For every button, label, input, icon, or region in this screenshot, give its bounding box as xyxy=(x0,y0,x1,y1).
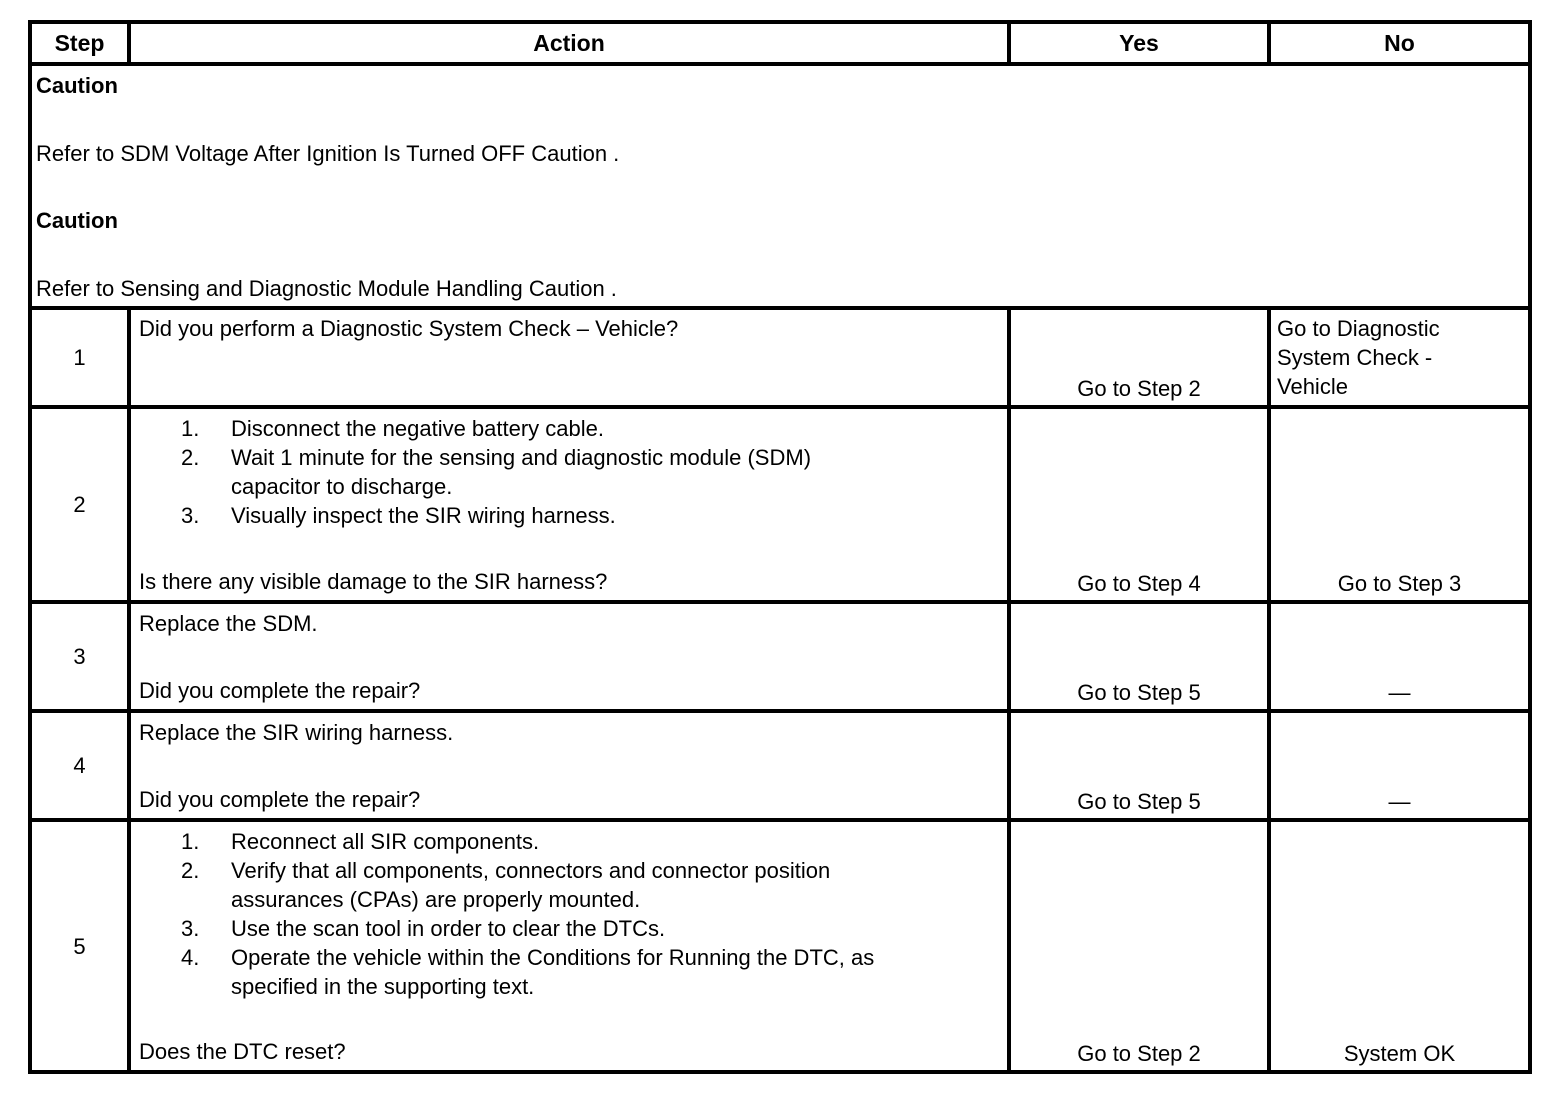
instruction-list xyxy=(131,822,1007,1001)
list-item: 1. Disconnect the negative battery cable. xyxy=(181,416,605,441)
no-link-line[interactable]: System Check - xyxy=(1277,345,1433,370)
action-question: Did you perform a Diagnostic System Check – Vehicle? xyxy=(139,316,679,341)
caution-text: Refer to Sensing and Diagnostic Module Handling Caution . xyxy=(36,276,617,301)
caution-block xyxy=(36,66,1516,306)
yes-link[interactable]: Go to Step 2 xyxy=(1077,1041,1201,1066)
step-number: 1 xyxy=(73,345,86,370)
step-number: 4 xyxy=(73,753,86,778)
yes-cell xyxy=(1011,604,1267,709)
table-border-bottom xyxy=(28,1070,1532,1074)
instruction-list xyxy=(131,409,1007,530)
yes-link[interactable]: Go to Step 2 xyxy=(1077,376,1201,401)
action-cell xyxy=(131,604,1007,709)
no-link-line[interactable]: Vehicle xyxy=(1277,374,1348,399)
step-number: 2 xyxy=(73,492,86,517)
yes-link[interactable]: Go to Step 4 xyxy=(1077,571,1201,596)
yes-link[interactable]: Go to Step 5 xyxy=(1077,789,1201,814)
action-question: Does the DTC reset? xyxy=(139,1039,346,1064)
action-question: Did you complete the repair? xyxy=(139,787,421,812)
action-cell xyxy=(131,713,1007,818)
header-yes: Yes xyxy=(1119,29,1159,56)
yes-cell xyxy=(1011,409,1267,600)
no-link[interactable]: Go to Step 3 xyxy=(1337,571,1462,596)
action-cell xyxy=(131,310,1007,405)
no-cell xyxy=(1271,409,1528,600)
action-question: Did you complete the repair? xyxy=(139,678,421,703)
list-item: 3. Use the scan tool in order to clear the DTCs. xyxy=(181,916,666,941)
no-cell xyxy=(1271,604,1528,709)
step-number: 3 xyxy=(73,644,86,669)
header-action: Action xyxy=(533,29,605,56)
yes-cell xyxy=(1011,713,1267,818)
list-item: 1. Reconnect all SIR components. xyxy=(181,829,540,854)
action-question: Is there any visible damage to the SIR harness? xyxy=(139,569,608,594)
list-item: 3. Visually inspect the SIR wiring harness. xyxy=(181,503,616,528)
header-step: Step xyxy=(54,29,105,56)
no-cell xyxy=(1271,713,1528,818)
caution-title: Caution xyxy=(36,73,118,98)
yes-link[interactable]: Go to Step 5 xyxy=(1077,680,1201,705)
diagnostic-table xyxy=(28,20,1532,1076)
list-item: 4. Operate the vehicle within the Conditions for Running the DTC, as specified in the supporting text. xyxy=(181,945,875,999)
no-link-line[interactable]: Go to Diagnostic xyxy=(1277,316,1440,341)
no-value: — xyxy=(1388,680,1411,705)
header-no: No xyxy=(1384,29,1415,56)
yes-cell xyxy=(1011,822,1267,1070)
action-instruction: Replace the SDM. xyxy=(139,611,318,636)
yes-cell xyxy=(1011,310,1267,405)
action-cell xyxy=(131,822,1007,1070)
action-cell xyxy=(131,409,1007,600)
table-border-right xyxy=(1528,20,1532,1074)
caution-text: Refer to SDM Voltage After Ignition Is Turned OFF Caution . xyxy=(36,141,620,166)
list-item: 2. Wait 1 minute for the sensing and diagnostic module (SDM) capacitor to discharge. xyxy=(181,445,812,499)
list-item: 2. Verify that all components, connectors and connector position assurances (CPAs) are properly mounted. xyxy=(181,858,831,912)
no-value: System OK xyxy=(1343,1041,1456,1066)
no-value: — xyxy=(1388,789,1411,814)
no-cell xyxy=(1271,822,1528,1070)
no-cell xyxy=(1271,310,1528,405)
action-instruction: Replace the SIR wiring harness. xyxy=(139,720,454,745)
caution-title: Caution xyxy=(36,208,118,233)
step-number: 5 xyxy=(73,933,86,959)
